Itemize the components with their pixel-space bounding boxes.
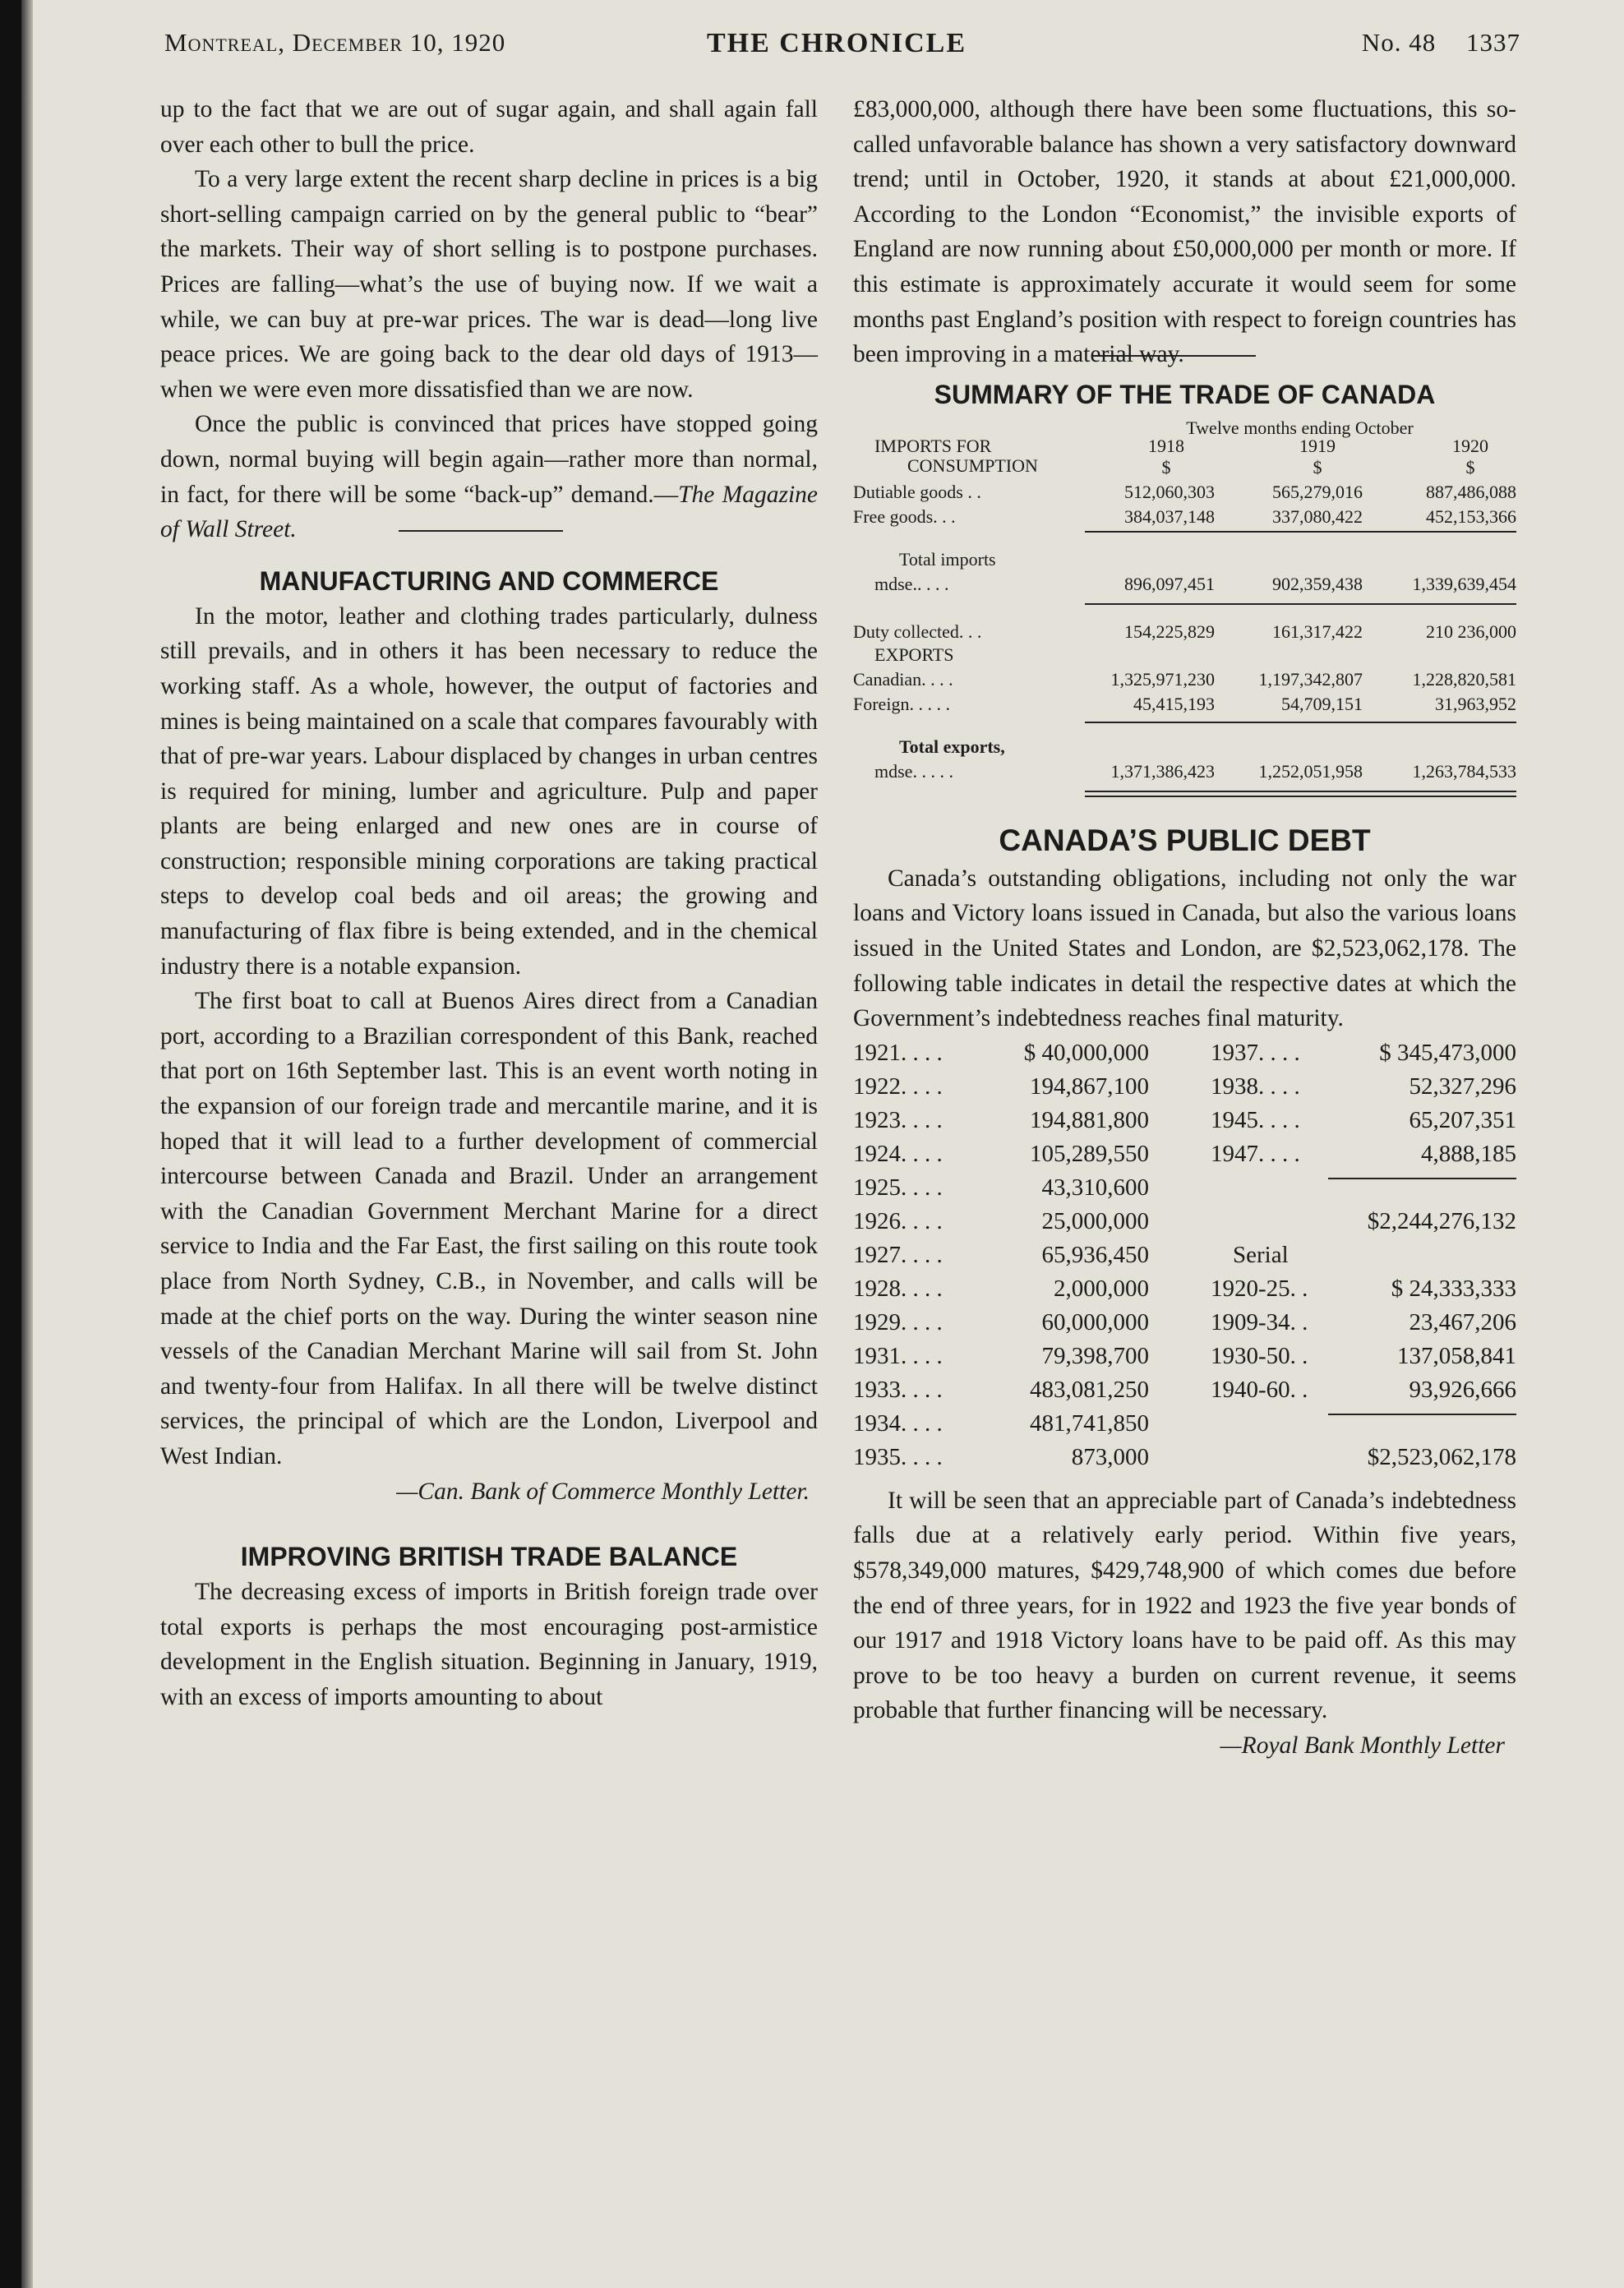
heading-manufacturing: MANUFACTURING AND COMMERCE <box>259 565 719 596</box>
left-column <box>160 92 818 1715</box>
debt-amount: 79,398,700 <box>1041 1342 1149 1369</box>
table-period: Twelve months ending October <box>1186 417 1414 438</box>
debt-amount: 873,000 <box>1071 1443 1149 1470</box>
table-rule <box>1085 796 1516 797</box>
row-label: Foreign. . . . . <box>853 693 950 714</box>
table-rule <box>1085 722 1516 723</box>
right-column <box>853 92 1516 1763</box>
debt-year: 1923. . . . <box>853 1106 943 1133</box>
cell: 452,153,366 <box>1426 505 1516 527</box>
scan-edge-shadow <box>21 0 33 2288</box>
row-label: Free goods. . . <box>853 505 956 527</box>
debt-year: 1929. . . . <box>853 1308 943 1335</box>
source-citation: —Royal Bank Monthly Letter <box>1220 1732 1505 1759</box>
cell: 31,963,952 <box>1435 693 1516 714</box>
cell: 565,279,016 <box>1272 481 1363 502</box>
debt-amount: $ 40,000,000 <box>1023 1039 1149 1066</box>
cell: 512,060,303 <box>1124 481 1215 502</box>
debt-year: 1909-34. . <box>1211 1308 1308 1335</box>
paragraph: up to the fact that we are out of sugar again, and shall again fall over each other to bull the price. <box>160 96 818 158</box>
debt-amount: 194,881,800 <box>1030 1106 1149 1133</box>
subtotal-rule <box>1328 1178 1516 1179</box>
debt-amount: 105,289,550 <box>1030 1140 1149 1167</box>
debt-year: 1938. . . . <box>1211 1072 1300 1100</box>
debt-amount: $ 345,473,000 <box>1379 1039 1516 1066</box>
issue-number: No. 48 <box>1361 28 1437 57</box>
debt-amount: 23,467,206 <box>1409 1308 1516 1335</box>
exports-heading: EXPORTS <box>874 644 954 665</box>
debt-year: 1928. . . . <box>853 1275 943 1302</box>
cell: 887,486,088 <box>1426 481 1516 502</box>
total-rule <box>1328 1414 1516 1415</box>
debt-amount: 2,000,000 <box>1054 1275 1149 1302</box>
unit-header: $ <box>1313 456 1322 477</box>
debt-amount: $ 24,333,333 <box>1391 1275 1516 1302</box>
debt-year: 1947. . . . <box>1211 1140 1300 1167</box>
header-number-page <box>1339 28 1520 58</box>
cell: 337,080,422 <box>1272 505 1363 527</box>
serial-label: Serial <box>1233 1241 1289 1268</box>
debt-amount: 25,000,000 <box>1041 1207 1149 1234</box>
unit-header: $ <box>1465 456 1475 477</box>
debt-year: 1945. . . . <box>1211 1106 1300 1133</box>
heading-public-debt: CANADA’S PUBLIC DEBT <box>999 823 1371 857</box>
cell: 161,317,422 <box>1272 620 1363 642</box>
paragraph: £83,000,000, although there have been some fluctuations, this so-called unfavorable balance has shown a very satisfactory downward trend; until in October, 1920, it stands at about £21,000,000. According to the London “Economist,” the invisible exports of England are now running about £50,000,000 per month or more. If this estimate is approximately accurate it would seem for some months past England’s position with respect to foreign countries has been improving in a material way. <box>853 96 1516 368</box>
cell: 1,325,971,230 <box>1110 668 1215 690</box>
debt-year: 1935. . . . <box>853 1443 943 1470</box>
year-header: 1918 <box>1148 435 1184 456</box>
source-citation: The Magazine of Wall Street. <box>160 481 819 543</box>
debt-year: 1926. . . . <box>853 1207 943 1234</box>
header-title: THE CHRONICLE <box>707 28 967 58</box>
header-dateline: Montreal, December 10, 1920 <box>164 28 506 57</box>
cell: 1,339,639,454 <box>1412 573 1516 594</box>
paragraph-text: Once the public is convinced that prices have stopped going down, normal buying will begin again—rather more than normal, in fact, for there will be some “back-up” demand.— <box>160 411 818 508</box>
cell: 45,415,193 <box>1133 693 1215 714</box>
trade-summary-table <box>853 413 1516 889</box>
row-label: mdse. . . . . <box>874 760 953 782</box>
cell: 896,097,451 <box>1124 573 1215 594</box>
cell: 154,225,829 <box>1124 620 1215 642</box>
row-label: Dutiable goods . . <box>853 481 981 502</box>
debt-year: 1924. . . . <box>853 1140 943 1167</box>
heading-british-trade: IMPROVING BRITISH TRADE BALANCE <box>240 1542 738 1572</box>
scan-edge-dark <box>0 0 21 2288</box>
row-label: Canadian. . . . <box>853 668 953 690</box>
row-label: Total imports <box>899 548 996 570</box>
row-label: Total exports, <box>899 736 1005 757</box>
debt-year: 1940-60. . <box>1211 1376 1308 1403</box>
debt-amount: 483,081,250 <box>1030 1376 1149 1403</box>
debt-year: 1930-50. . <box>1211 1342 1308 1369</box>
debt-year: 1922. . . . <box>853 1072 943 1100</box>
page-header <box>164 28 1520 64</box>
debt-amount: 60,000,000 <box>1041 1308 1149 1335</box>
debt-year: 1933. . . . <box>853 1376 943 1403</box>
heading-trade-summary: SUMMARY OF THE TRADE OF CANADA <box>934 379 1436 409</box>
debt-total: $2,523,062,178 <box>1367 1443 1516 1470</box>
cell: 1,228,820,581 <box>1412 668 1516 690</box>
imports-heading-2: CONSUMPTION <box>907 454 1038 476</box>
debt-amount: 65,207,351 <box>1409 1106 1516 1133</box>
paragraph <box>160 407 818 547</box>
debt-year: 1927. . . . <box>853 1241 943 1268</box>
year-header: 1920 <box>1452 435 1488 456</box>
cell: 384,037,148 <box>1124 505 1215 527</box>
debt-amount: 65,936,450 <box>1041 1241 1149 1268</box>
cell: 1,252,051,958 <box>1258 760 1363 782</box>
row-label: Duty collected. . . <box>853 620 982 642</box>
debt-amount: 4,888,185 <box>1421 1140 1516 1167</box>
debt-year: 1921. . . . <box>853 1039 943 1066</box>
debt-maturity-table <box>853 1036 1516 1513</box>
paragraph: The first boat to call at Buenos Aires direct from a Canadian port, according to a Brazilian correspondent of this Bank, reached that port on 16th September last. This is an event worth noting in the expansion of our foreign trade and mercantile marine, and it is hoped that it will lead to a further development of commercial intercourse between Canada and Brazil. Under an arrangement with the Canadian Government Merchant Marine for a direct service to India and the Far East, the first sailing on this route took place from North Sydney, C.B., in November, and calls will be made at the chief ports on the way. During the winter season nine vessels of the Canadian Merchant Marine will sail from St. John and twenty-four from Halifax. In all there will be twelve distinct services, the principal of which are the London, Liverpool and West Indian. <box>160 988 818 1469</box>
paragraph: It will be seen that an appreciable part of Canada’s indebtedness falls due at a relatively early period. Within five years, $578,349,000 matures, $429,748,900 of which comes due before the end of three years, for in 1922 and 1923 the five year bonds of our 1917 and 1918 Victory loans have to be paid off. As this may prove to be too heavy a burden on current revenue, it seems probable that further financing will be necessary. <box>853 1487 1516 1724</box>
debt-amount: 137,058,841 <box>1397 1342 1516 1369</box>
row-label: mdse.. . . . <box>874 573 949 594</box>
source-citation: —Can. Bank of Commerce Monthly Letter. <box>396 1478 810 1505</box>
table-rule <box>1085 603 1516 605</box>
cell: 902,359,438 <box>1272 573 1363 594</box>
unit-header: $ <box>1161 456 1171 477</box>
debt-year: 1920-25. . <box>1211 1275 1308 1302</box>
debt-amount: 93,926,666 <box>1409 1376 1516 1403</box>
debt-year: 1934. . . . <box>853 1409 943 1437</box>
page-number: 1337 <box>1466 28 1520 57</box>
debt-amount: 52,327,296 <box>1409 1072 1516 1100</box>
cell: 54,709,151 <box>1281 693 1363 714</box>
imports-heading: IMPORTS FOR <box>874 435 992 456</box>
paragraph: In the motor, leather and clothing trades particularly, dulness still prevails, and in others it has been necessary to reduce the working staff. As a whole, however, the output of factories and mines is being maintained on a scale that compares favourably with that of pre-war years. Labour displaced by changes in urban centres is required for mining, lumber and agriculture. Pulp and paper plants are being enlarged and new ones are in course of construction; responsible mining corporations are taking practical steps to develop coal beds and oil areas; the growing and manufacturing of flax fibre is being extended, and in the chemical industry there is a notable expansion. <box>160 602 818 980</box>
year-header: 1919 <box>1299 435 1336 456</box>
debt-year: 1931. . . . <box>853 1342 943 1369</box>
debt-amount: 481,741,850 <box>1030 1409 1149 1437</box>
debt-year: 1937. . . . <box>1211 1039 1300 1066</box>
paragraph: Canada’s outstanding obligations, including not only the war loans and Victory loans issued in Canada, but also the various loans issued in the United States and London, are $2,523,062,178. The following table indicates in detail the respective dates at which the Government’s indebtedness reaches final maturity. <box>853 865 1516 1032</box>
cell: 1,197,342,807 <box>1258 668 1363 690</box>
cell: 1,263,784,533 <box>1412 760 1516 782</box>
table-rule <box>1085 531 1516 533</box>
debt-subtotal: $2,244,276,132 <box>1367 1207 1516 1234</box>
table-rule <box>1085 791 1516 792</box>
debt-year: 1925. . . . <box>853 1174 943 1201</box>
cell: 1,371,386,423 <box>1110 760 1215 782</box>
debt-amount: 194,867,100 <box>1030 1072 1149 1100</box>
paragraph: To a very large extent the recent sharp decline in prices is a big short-selling campaign carried on by the general public to “bear” the markets. Their way of short selling is to postpone purchases. Prices are falling—what’s the use of buying now. If we wait a while, we can buy at pre-war prices. The war is dead—long live peace prices. We are going back to the dear old days of 1913—when we were even more dissatisfied than we are now. <box>160 166 818 403</box>
paragraph: The decreasing excess of imports in British foreign trade over total exports is perhaps the most encouraging post-armistice development in the English situation. Beginning in January, 1919, with an excess of imports amounting to about <box>160 1579 818 1710</box>
debt-amount: 43,310,600 <box>1041 1174 1149 1201</box>
cell: 210 236,000 <box>1426 620 1516 642</box>
